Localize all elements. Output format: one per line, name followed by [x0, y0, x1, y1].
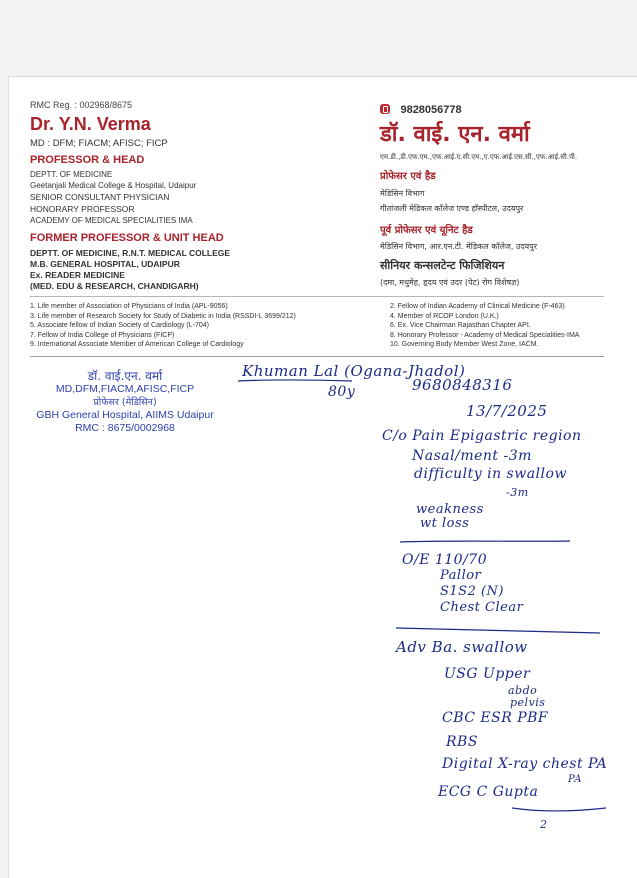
ex-reader: Ex. READER MEDICINE: [30, 270, 125, 280]
advice-count: 2: [540, 818, 548, 831]
membership-item: 10. Governing Body Member West Zone, IACM.: [390, 341, 539, 348]
title-former-professor: FORMER PROFESSOR & UNIT HEAD: [30, 232, 224, 244]
advice-ba-swallow: Adv Ba. swallow: [396, 638, 528, 656]
stamp-title-hindi: प्रोफेसर (मेडिसिन): [93, 397, 157, 408]
doctor-qualifications: MD : DFM; FIACM; AFISC; FICP: [30, 138, 168, 149]
doctor-name: Dr. Y.N. Verma: [30, 114, 151, 134]
exam-heart: S1S2 (N): [440, 584, 505, 599]
patient-age: 80y: [328, 384, 356, 400]
membership-item: 7. Fellow of India College of Physicians (FICP): [30, 331, 175, 339]
phone-number: 9828056778: [400, 104, 462, 116]
patient-mobile: 9680848316: [412, 376, 513, 394]
membership-item: 9. International Associate Member of American College of Cardiology: [30, 341, 244, 348]
title-professor-head: PROFESSOR & HEAD: [30, 154, 145, 166]
advice-xray: Digital X-ray chest PA: [442, 756, 608, 772]
stamp-qualifications: MD,DFM,FIACM,AFISC,FICP: [55, 383, 195, 395]
advice-usg: USG Upper: [444, 666, 531, 682]
senior-consultant-hindi: सीनियर कन्सलटेन्ट फिजिशियन: [380, 259, 505, 272]
membership-item: 5. Associate fellow of Indian Society of Cardiology (L-704): [30, 322, 209, 329]
exam-chest: Chest Clear: [440, 600, 524, 615]
dept-medicine-hindi: मेडिसिन विभाग: [380, 189, 425, 198]
advice-usg-abdo: abdo: [508, 684, 538, 697]
stamp-hospital: GBH General Hospital, AIIMS Udaipur: [36, 409, 214, 421]
title-professor-hindi: प्रोफेसर एवं हैड: [380, 171, 436, 182]
advice-usg-pelvis: pelvis: [510, 696, 546, 709]
stamp-name-hindi: डॉ. वाई.एन. वर्मा: [87, 369, 163, 383]
complaint-line-4: weakness: [416, 502, 484, 517]
advice-divider-line: [396, 628, 600, 633]
dept-medicine: DEPTT. OF MEDICINE: [30, 170, 113, 179]
membership-item: 1. Life member of Association of Physicians of India (APL-9056): [30, 303, 228, 310]
membership-item: 3. Life member of Research Society for Study of Diabetic in India (RSSDI-L 3699/212): [30, 312, 296, 320]
college-geetanjali: Geetanjali Medical College & Hospital, Udaipur: [30, 181, 197, 190]
title-former-hindi: पूर्व प्रोफेसर एवं यूनिट हैड: [380, 225, 473, 236]
doctor-name-hindi: डॉ. वाई. एन. वर्मा: [380, 122, 530, 147]
complaint-line-2: Nasal/ment -3m: [412, 448, 532, 464]
senior-consultant: SENIOR CONSULTANT PHYSICIAN: [30, 192, 170, 202]
rmc-registration: RMC Reg. : 002968/8675: [30, 100, 133, 110]
advice-rbs: RBS: [446, 734, 478, 750]
academy-ima: ACADEMY OF MEDICAL SPECIALITIES IMA: [30, 216, 193, 225]
complaint-line-3: difficulty in swallow: [414, 466, 567, 482]
qualifications-hindi: एम.डी.,डी.एफ.एम.,एफ.आई.ए.सी.एम.,ए.एफ.आई.एस.सी.,एफ.आई.सी.पी.: [380, 153, 578, 161]
membership-item: 2. Fellow of Indian Academy of Clinical Medicine (F-463): [390, 303, 565, 310]
mb-hospital: M.B. GENERAL HOSPITAL, UDAIPUR: [30, 259, 180, 269]
advice-ecg-pa: PA: [568, 774, 583, 785]
dept-rnt-hindi: मेडिसिन विभाग, आर.एन.टी. मेडिकल कॉलेज, उदयपुर: [380, 242, 537, 251]
advice-blood-tests: CBC ESR PBF: [442, 710, 549, 726]
complaint-duration: -3m: [506, 486, 529, 499]
stamp-rmc: RMC : 8675/0002968: [75, 422, 175, 434]
exam-divider-line: [400, 541, 570, 542]
advice-ecg: ECG C Gupta: [438, 784, 539, 800]
specialty-hindi: (दमा, मधुमेह, हृदय एवं उदर (पेट) रोग विशेषज्ञ): [380, 278, 520, 287]
med-edu-chandigarh: (MED. EDU & RESEARCH, CHANDIGARH): [30, 281, 199, 291]
college-hindi: गीतांजली मेडिकल कॉलेज एण्ड हॉस्पीटल, उदयपुर: [380, 204, 524, 213]
membership-item: 6. Ex. Vice Chairman Rajasthan Chapter API.: [390, 322, 531, 329]
exam-bp: O/E 110/70: [402, 552, 488, 568]
complaint-line-1: C/o Pain Epigastric region: [382, 428, 582, 444]
visit-date: 13/7/2025: [466, 402, 548, 420]
membership-item: 4. Member of RCOP London (U.K.): [390, 312, 499, 320]
dept-rnt: DEPTT. OF MEDICINE, R.N.T. MEDICAL COLLEGE: [30, 248, 231, 258]
final-underline: [512, 808, 606, 811]
membership-item: 8. Honorary Professor - Academy of Medical Specialities-IMA: [390, 331, 580, 339]
complaint-line-5: wt loss: [420, 516, 470, 531]
exam-pallor: Pallor: [440, 568, 482, 583]
honorary-professor: HONORARY PROFESSOR: [30, 204, 135, 214]
patient-name: Khuman Lal (Ogana-Jhadol): [242, 362, 466, 380]
underline-patient: [238, 380, 352, 381]
